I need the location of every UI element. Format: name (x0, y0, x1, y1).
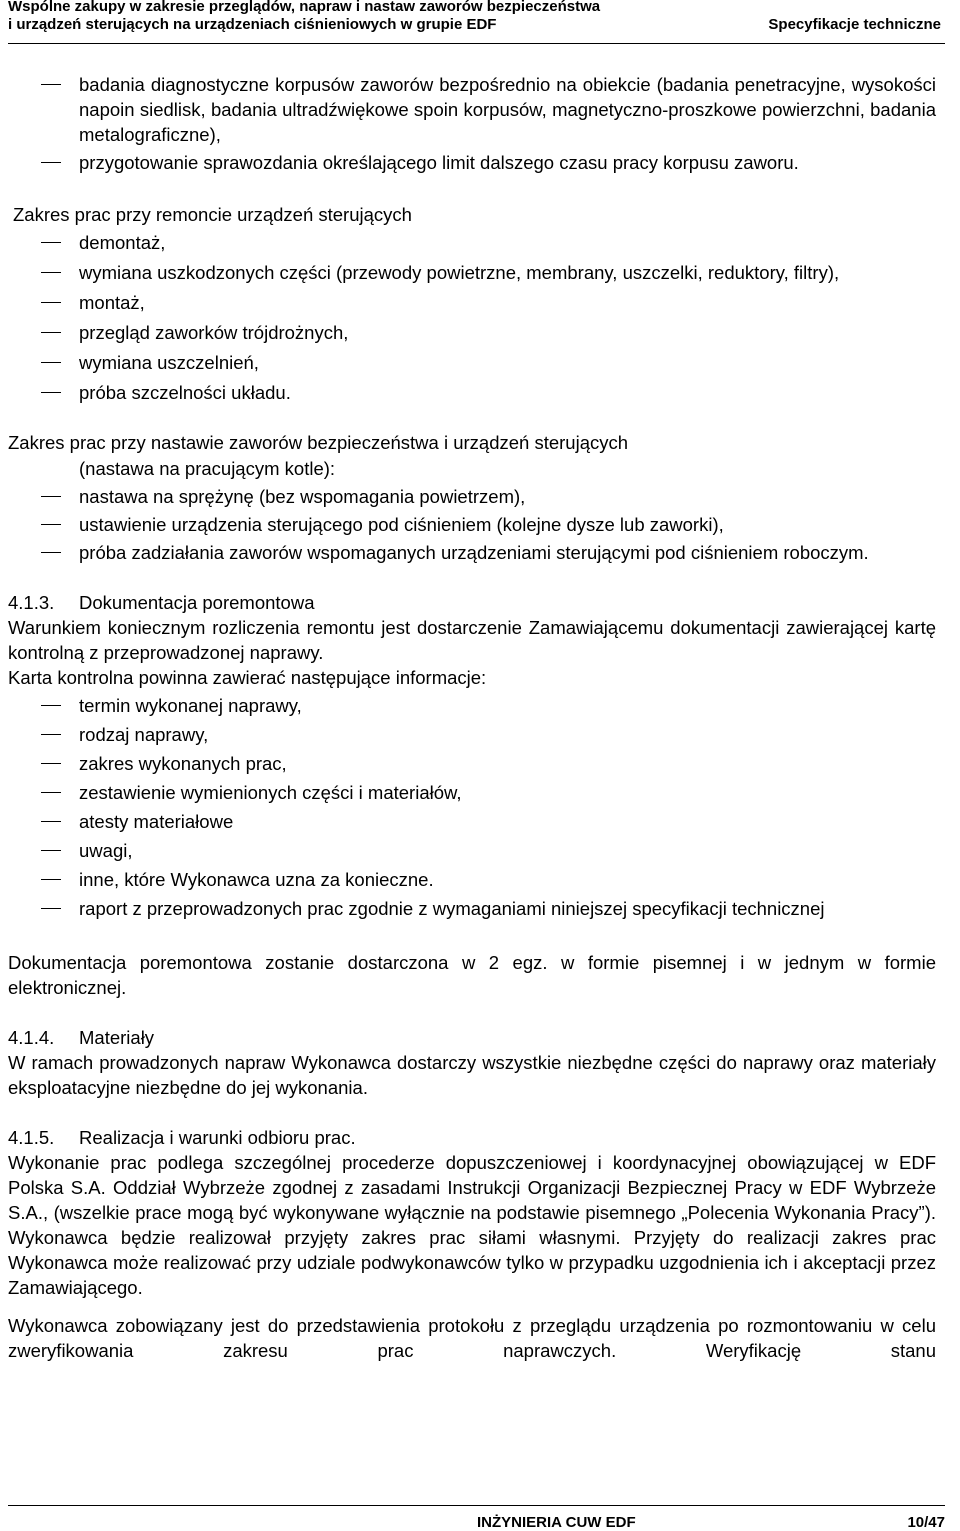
list-item: przygotowanie sprawozdania określającego limit dalszego czasu pracy korpusu zaworu. (8, 150, 936, 175)
dash-bullet (41, 162, 61, 163)
dash-bullet (41, 524, 61, 525)
section-subheading-setting: (nastawa na pracującym kotle): (79, 458, 336, 479)
list-item: wymiana uszkodzonych części (przewody powietrzne, membrany, uszczelki, reduktory, filtry), (8, 260, 936, 285)
dash-bullet (41, 242, 61, 243)
dash-bullet (41, 496, 61, 497)
dash-bullet (41, 552, 61, 553)
repair-list (8, 230, 936, 405)
page-header (8, 0, 945, 44)
section-number: 4.1.3. (8, 592, 55, 613)
page-number: 10/47 (907, 1514, 945, 1531)
section-413-heading (8, 590, 936, 615)
header-section-label: Specyfikacje techniczne (768, 16, 941, 33)
dash-bullet (41, 362, 61, 363)
list-item: przegląd zaworków trójdrożnych, (8, 320, 936, 345)
section-title: Materiały (79, 1027, 155, 1048)
list-item: badania diagnostyczne korpusów zaworów bezpośrednio na obiekcie (badania penetracyjne, wysokości napoin siedlisk, badania ultradźwiękowe spoin korpusów, magnetyczno-proszkowe powierzchni, badania metalograficzne), (8, 72, 936, 147)
section-414-heading (8, 1025, 936, 1050)
list-item: rodzaj naprawy, (8, 722, 936, 747)
section-title: Dokumentacja poremontowa (79, 592, 315, 613)
paragraph: Dokumentacja poremontowa zostanie dostarczona w 2 egz. w formie pisemnej i w jednym w formie elektronicznej. (8, 952, 936, 998)
section-heading-setting: Zakres prac przy nastawie zaworów bezpieczeństwa i urządzeń sterujących (8, 432, 629, 453)
dash-bullet (41, 302, 61, 303)
list-item: inne, które Wykonawca uzna za konieczne. (8, 867, 936, 892)
page-footer (8, 1505, 945, 1531)
list-item: ustawienie urządzenia sterującego pod ciśnieniem (kolejne dysze lub zaworki), (8, 512, 936, 537)
section-heading-repair: Zakres prac przy remoncie urządzeń sterujących (13, 204, 412, 225)
setting-list (8, 484, 936, 565)
list-item: próba zadziałania zaworów wspomaganych urządzeniami sterującymi pod ciśnieniem roboczym. (8, 540, 936, 565)
paragraph: Wykonawca zobowiązany jest do przedstawienia protokołu z przeglądu urządzenia po rozmontowaniu w celu zweryfikowania zakresu prac naprawczych. Weryfikację stanu (8, 1315, 936, 1361)
list-item: wymiana uszczelnień, (8, 350, 936, 375)
dash-bullet (41, 734, 61, 735)
list-item: próba szczelności układu. (8, 380, 936, 405)
section-415-heading (8, 1125, 936, 1150)
list-item: demontaż, (8, 230, 936, 255)
document-body (8, 72, 936, 1363)
section-number: 4.1.4. (8, 1027, 55, 1048)
documentation-list (8, 693, 936, 921)
paragraph: Karta kontrolna powinna zawierać następujące informacje: (8, 667, 487, 688)
dash-bullet (41, 332, 61, 333)
list-item: raport z przeprowadzonych prac zgodnie z wymaganiami niniejszej specyfikacji technicznej (8, 896, 936, 921)
dash-bullet (41, 908, 61, 909)
dash-bullet (41, 705, 61, 706)
list-item: termin wykonanej naprawy, (8, 693, 936, 718)
paragraph: W ramach prowadzonych napraw Wykonawca dostarczy wszystkie niezbędne części do naprawy oraz materiały eksploatacyjne niezbędne do jej wykonania. (8, 1052, 936, 1098)
dash-bullet (41, 392, 61, 393)
list-item: montaż, (8, 290, 936, 315)
section-number: 4.1.5. (8, 1127, 55, 1148)
dash-bullet (41, 763, 61, 764)
dash-bullet (41, 84, 61, 85)
dash-bullet (41, 879, 61, 880)
paragraph: Wykonanie prac podlega szczególnej procederze dopuszczeniowej i koordynacyjnej obowiązującej w EDF Polska S.A. Oddział Wybrzeże zgodnej z zasadami Instrukcji Organizacji Bezpiecznej Pracy w EDF Wybrzeże S.A., (wszelkie prace mogą być wykonywane wyłącznie na podstawie pisemnego „Polecenia Wykonania Pracy”). Wykonawca będzie realizował przyjęty zakres prac siłami własnymi. Przyjęty do realizacji zakres prac Wykonawca może realizować przy udziale podwykonawców tylko w przypadku uzgodnienia ich i akceptacji przez Zamawiającego. (8, 1152, 936, 1298)
header-title-line1: Wspólne zakupy w zakresie przeglądów, napraw i nastaw zaworów bezpieczeństwa (8, 0, 601, 15)
section-title: Realizacja i warunki odbioru prac. (79, 1127, 356, 1148)
list-item: atesty materiałowe (8, 809, 936, 834)
footer-department: INŻYNIERIA CUW EDF (477, 1514, 636, 1531)
diagnostics-list (8, 72, 936, 175)
list-item: nastawa na sprężynę (bez wspomagania powietrzem), (8, 484, 936, 509)
dash-bullet (41, 272, 61, 273)
list-item: zakres wykonanych prac, (8, 751, 936, 776)
dash-bullet (41, 792, 61, 793)
dash-bullet (41, 850, 61, 851)
list-item: zestawienie wymienionych części i materiałów, (8, 780, 936, 805)
paragraph: Warunkiem koniecznym rozliczenia remontu jest dostarczenie Zamawiającemu dokumentacji zawierającej kartę kontrolną z przeprowadzonej naprawy. (8, 617, 936, 663)
dash-bullet (41, 821, 61, 822)
header-title-line2: i urządzeń sterujących na urządzeniach ciśnieniowych w grupie EDF (8, 16, 497, 33)
list-item: uwagi, (8, 838, 936, 863)
